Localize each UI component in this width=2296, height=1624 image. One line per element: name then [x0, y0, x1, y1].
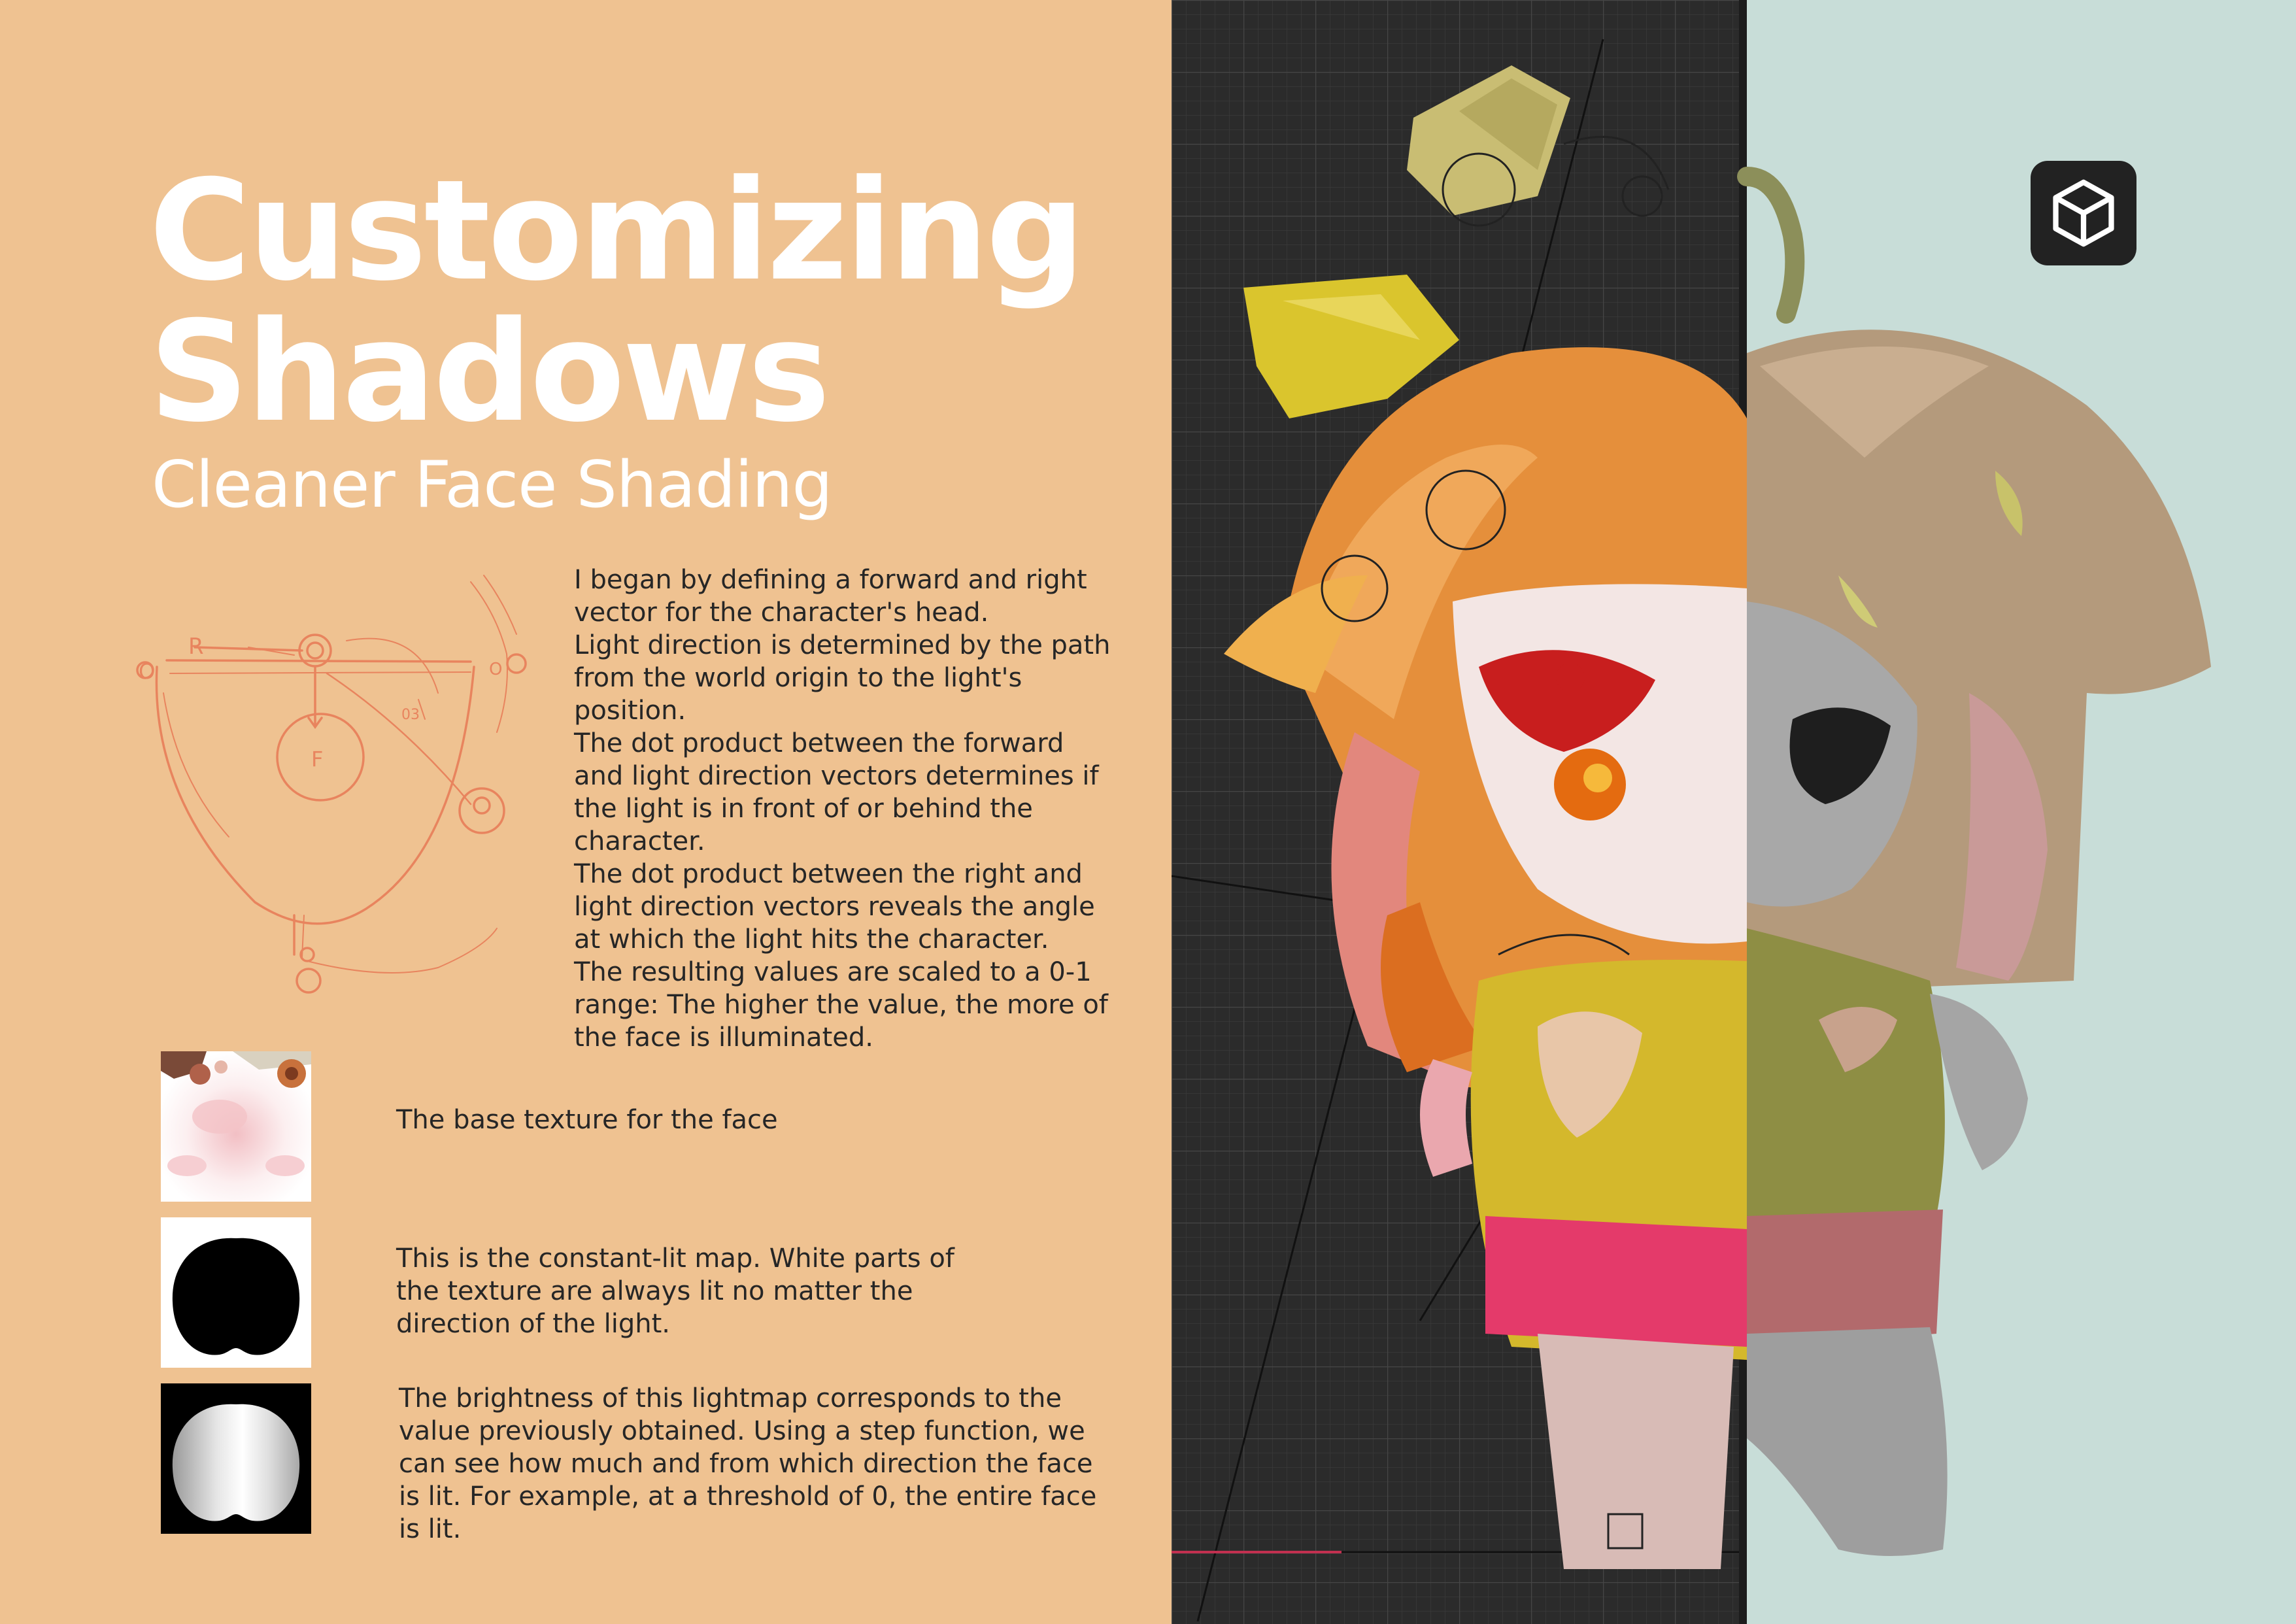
- page-subtitle: Cleaner Face Shading: [152, 448, 832, 522]
- intro-line: the face is illuminated.: [574, 1023, 873, 1053]
- unity-logo-badge: [2031, 161, 2136, 265]
- caption-line: value previously obtained. Using a step function, we: [399, 1416, 1085, 1446]
- caption-line: The brightness of this lightmap corresponds to the: [399, 1383, 1062, 1413]
- intro-line: light direction vectors reveals the angle: [574, 892, 1095, 922]
- constant-lit-map-thumbnail: [161, 1217, 311, 1368]
- base-texture-thumbnail: [161, 1051, 311, 1202]
- sketch-label-03: 03: [401, 707, 420, 723]
- sketch-label-r: R: [188, 634, 204, 660]
- unity-logo-icon: [2045, 175, 2122, 252]
- title-line-1: Customizing: [149, 150, 1083, 311]
- intro-line: vector for the character's head.: [574, 598, 989, 628]
- vector-sketch: [131, 562, 536, 994]
- editor-viewport[interactable]: [1172, 0, 1743, 1624]
- caption-line: This is the constant-lit map. White parts of: [396, 1243, 954, 1274]
- caption-line: is lit.: [399, 1514, 462, 1544]
- sketch-label-o-left: O: [139, 659, 156, 684]
- intro-line: from the world origin to the light's: [574, 663, 1022, 693]
- preview-panel: [1747, 0, 2296, 1624]
- caption-line: direction of the light.: [396, 1309, 671, 1339]
- intro-line: Light direction is determined by the path: [574, 630, 1111, 660]
- intro-line: position.: [574, 696, 686, 726]
- intro-line: the light is in front of or behind the: [574, 794, 1033, 824]
- page-title: [149, 150, 1083, 452]
- base-texture-caption: [396, 1104, 778, 1136]
- lightmap-thumbnail: [161, 1383, 311, 1534]
- intro-line: The dot product between the right and: [574, 859, 1083, 889]
- intro-line: range: The higher the value, the more of: [574, 990, 1108, 1020]
- intro-line: I began by defining a forward and right: [574, 565, 1087, 595]
- caption-line: can see how much and from which direction the face: [399, 1449, 1093, 1479]
- intro-paragraph: [574, 564, 1162, 1054]
- intro-line: character.: [574, 826, 705, 856]
- title-line-2: Shadows: [149, 291, 828, 452]
- caption-line: is lit. For example, at a threshold of 0, the entire face: [399, 1481, 1097, 1512]
- split-divider[interactable]: [1739, 0, 1747, 1624]
- sketch-label-f: F: [311, 747, 324, 771]
- caption-line: The base texture for the face: [396, 1105, 778, 1135]
- sketch-label-o-right: O: [489, 660, 503, 679]
- intro-line: The dot product between the forward: [574, 728, 1064, 758]
- constant-lit-map-caption: [396, 1242, 954, 1340]
- lightmap-caption: [399, 1382, 1096, 1546]
- caption-line: the texture are always lit no matter the: [396, 1276, 913, 1306]
- intro-line: at which the light hits the character.: [574, 924, 1049, 955]
- intro-line: and light direction vectors determines if: [574, 761, 1099, 791]
- intro-line: The resulting values are scaled to a 0-1: [574, 957, 1092, 987]
- viewport-grid: [1172, 0, 1743, 1624]
